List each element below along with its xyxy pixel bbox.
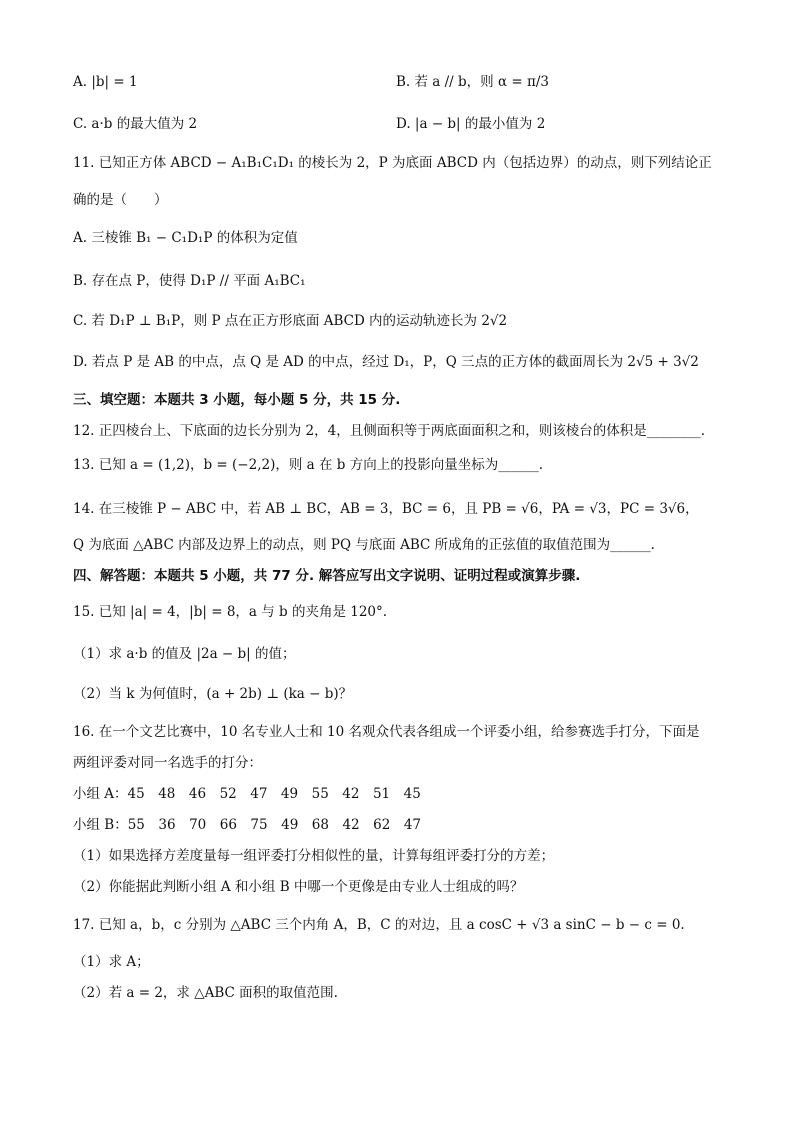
q16-part1: （1）如果选择方差度量每一组评委打分相似性的量，计算每组评委打分的方差；	[73, 848, 555, 864]
q11-option-d: D. 若点 P 是 AB 的中点，点 Q 是 AD 的中点，经过 D₁，P，Q 三点的正方体的截面周长为 2√5 + 3√2	[73, 354, 699, 370]
q15-part1: （1）求 a·b 的值及 |2a − b| 的值；	[73, 646, 296, 662]
q14-line1: 14. 在三棱锥 P − ABC 中，若 AB ⊥ BC，AB = 3，BC = 6，且 PB = √6，PA = √3，PC = 3√6，	[73, 501, 699, 517]
q10-option-a: A. |b| = 1	[73, 74, 138, 90]
q11-option-c: C. 若 D₁P ⊥ B₁P，则 P 点在正方形底面 ABCD 内的运动轨迹长为 2√2	[73, 313, 508, 329]
section-3-heading: 三、填空题：本题共 3 小题，每小题 5 分，共 15 分.	[73, 392, 401, 408]
q16-line2: 两组评委对同一名选手的打分：	[73, 755, 262, 771]
q17-part2: （2）若 a = 2，求 △ABC 面积的取值范围.	[73, 985, 338, 1001]
q11-stem-line2: 确的是（ ）	[73, 192, 168, 208]
q11-option-b: B. 存在点 P，使得 D₁P // 平面 A₁BC₁	[73, 273, 306, 289]
q10-option-b: B. 若 a // b，则 α = π/3	[396, 74, 549, 90]
q12: 12. 正四棱台上、下底面的边长分别为 2，4，且侧面积等于两底面面积之和，则该棱台的体积是________.	[73, 423, 706, 439]
q11-option-a: A. 三棱锥 B₁ − C₁D₁P 的体积为定值	[73, 230, 298, 246]
q17-part1: （1）求 A；	[73, 954, 150, 970]
q15-part2: （2）当 k 为何值时，(a + 2b) ⊥ (ka − b)？	[73, 686, 353, 702]
q16-group-b-scores: 小组 B：55 36 70 66 75 49 68 42 62 47	[73, 817, 421, 833]
q17: 17. 已知 a，b，c 分别为 △ABC 三个内角 A，B，C 的对边，且 a cosC + √3 a sinC − b − c = 0.	[73, 917, 685, 933]
section-4-heading: 四、解答题：本题共 5 小题，共 77 分. 解答应写出文字说明、证明过程或演算步骤.	[73, 568, 581, 584]
q14-line2: Q 为底面 △ABC 内部及边界上的动点，则 PQ 与底面 ABC 所成角的正弦值的取值范围为______.	[73, 537, 655, 553]
q13: 13. 已知 a = (1,2)，b = (−2,2)，则 a 在 b 方向上的投影向量坐标为______.	[73, 457, 543, 473]
q10-option-c: C. a·b 的最大值为 2	[73, 116, 198, 132]
q16-line1: 16. 在一个文艺比赛中，10 名专业人士和 10 名观众代表各组成一个评委小组，给参赛选手打分，下面是	[73, 724, 700, 740]
q16-group-a-scores: 小组 A：45 48 46 52 47 49 55 42 51 45	[73, 786, 421, 802]
q10-option-d: D. |a − b| 的最小值为 2	[396, 116, 546, 132]
q15: 15. 已知 |a| = 4，|b| = 8，a 与 b 的夹角是 120°.	[73, 604, 388, 620]
q11-stem-line1: 11. 已知正方体 ABCD − A₁B₁C₁D₁ 的棱长为 2，P 为底面 ABCD 内（包括边界）的动点，则下列结论正	[73, 155, 712, 171]
q16-part2: （2）你能据此判断小组 A 和小组 B 中哪一个更像是由专业人士组成的吗？	[73, 879, 524, 895]
